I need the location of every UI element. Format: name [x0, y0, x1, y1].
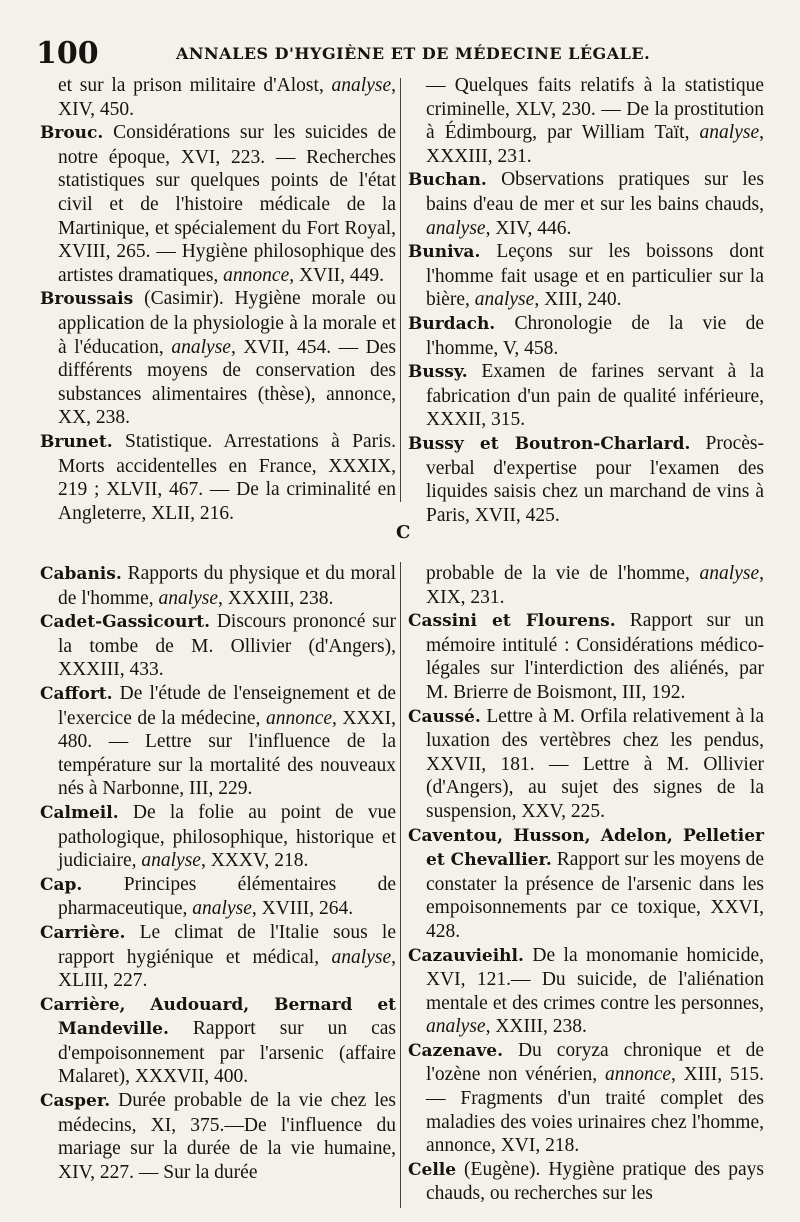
entry-italic: analyse — [474, 289, 535, 311]
entry-text: Leçons sur les boissons dont l'homme fait usage et en particulier sur la bière, — [426, 241, 764, 311]
entry-italic: annonce — [265, 707, 332, 729]
column-bottom-right — [408, 562, 764, 1206]
entry-italic: annonce — [604, 1064, 672, 1086]
entry-text: Du coryza chronique et de l'ozène non vénérien, — [426, 1039, 764, 1086]
entry-text: De la monomanie homicide, XVI, 121.— Du suicide, de l'aliénation mentale et des crimes contre les personnes, — [426, 944, 764, 1014]
column-divider-top — [400, 78, 401, 502]
entry-author: Celle — [408, 1159, 457, 1180]
entry-reference: , XVII, 454. — Des différents moyens de conservation des substances alimentaires (thèse), annonce, XX, 238. — [58, 336, 397, 429]
entry-author: Brouc. — [40, 123, 104, 144]
index-entry — [40, 74, 396, 121]
entry-italic: annonce — [223, 264, 290, 286]
entry-text: (Eugène). Hygiène pratique des pays chauds, ou recherches sur les — [426, 1158, 764, 1205]
index-entry — [40, 801, 396, 873]
entry-author: Cabanis. — [40, 564, 122, 584]
section-letter: C — [396, 522, 411, 543]
index-entry — [408, 562, 764, 609]
entry-reference: , XIV, 446. — [485, 217, 572, 239]
entry-author: Casper. — [40, 1091, 111, 1112]
entry-author: Caussé. — [408, 706, 481, 727]
entry-text: — Quelques faits relatifs à la statistique criminelle, XLV, 230. — De la prostitution à Édimbourg, par William Taït, — [426, 75, 764, 144]
index-entry — [408, 168, 764, 240]
index-entry — [408, 609, 764, 704]
entry-author: Buniva. — [408, 242, 481, 263]
entry-italic: analyse — [426, 217, 486, 239]
entry-text: Chronologie de la vie de l'homme, V, 458. — [426, 312, 764, 359]
index-entry — [408, 944, 764, 1039]
index-entry — [40, 921, 396, 993]
entry-italic: analyse — [192, 898, 252, 920]
index-entry — [40, 430, 396, 525]
entry-reference: , XIII, 515.— Fragments d'un traité complet des maladies des voies urinaires chez l'homme, annonce, XVI, 218. — [426, 1064, 764, 1157]
entry-text: Rapports du physique et du moral de l'homme, — [58, 563, 396, 609]
entry-author: Cassini et Flourens. — [408, 611, 616, 632]
index-entry — [40, 287, 396, 430]
entry-text: probable de la vie de l'homme, — [426, 563, 700, 584]
entry-author: Bussy. — [408, 362, 468, 383]
entry-reference: , XIX, 231. — [426, 563, 764, 608]
index-entry — [408, 1158, 764, 1206]
index-entry — [40, 610, 396, 682]
entry-author: Calmeil. — [40, 802, 119, 823]
index-entry — [408, 240, 764, 312]
index-entry — [408, 1039, 764, 1158]
entry-text: et sur la prison militaire d'Alost, — [58, 75, 332, 96]
index-entry — [408, 360, 764, 432]
index-entry — [408, 824, 764, 944]
entry-text: Observations pratiques sur les bains d'eau de mer et sur les bains chauds, — [426, 169, 764, 215]
entry-reference: , XXXIII, 238. — [218, 587, 334, 609]
index-entry — [408, 705, 764, 824]
entry-italic: analyse — [158, 587, 219, 609]
entry-author: Caffort. — [40, 683, 113, 704]
index-entry — [40, 1089, 396, 1184]
entry-author: Burdach. — [408, 313, 496, 334]
index-entry — [40, 562, 396, 610]
entry-reference: , XXXV, 218. — [200, 850, 309, 872]
entry-text: Durée probable de la vie chez les médecins, XI, 375.—De l'influence du mariage sur la durée de la vie humaine, XIV, 227. — Sur la durée — [58, 1090, 396, 1183]
entry-author: Carrière, Audouard, Bernard et Mandeville. — [40, 994, 396, 1040]
entry-italic: analyse — [426, 1016, 486, 1038]
entry-author: Broussais — [40, 289, 134, 310]
entry-text: Rapport sur les moyens de constater la présence de l'arsenic dans les empoisonnements par ce toxique, XXVI, 428. — [426, 849, 764, 942]
entry-reference: , XVIII, 264. — [251, 898, 354, 920]
running-title: ANNALES D'HYGIÈNE ET DE MÉDECINE LÉGALE. — [176, 44, 651, 63]
entry-author: Cazauvieihl. — [408, 945, 524, 966]
entry-author: Buchan. — [408, 170, 487, 191]
entry-text: Discours prononcé sur la tombe de M. Ollivier (d'Angers), XXXIII, 433. — [58, 611, 396, 681]
column-bottom-left — [40, 562, 396, 1184]
page-header — [36, 34, 766, 74]
entry-reference: , XIV, 450. — [58, 75, 396, 120]
entry-italic: analyse — [171, 336, 231, 358]
column-top-left — [40, 74, 396, 525]
entry-text: Principes élémentaires de pharmaceutique, — [58, 873, 396, 920]
entry-italic: analyse — [331, 946, 392, 968]
index-entry — [40, 993, 396, 1089]
entry-text: Considérations sur les suicides de notre époque, XVI, 223. — Recherches statistiques sur quelques points de l'état civil et de l'histoire médicale de la Martinique, et spécialement du Fort Royal, XVIII, 265. — Hygiène philosophique des artistes dramatiques, — [58, 122, 396, 286]
entry-text: Le climat de l'Italie sous le rapport hygiénique et médical, — [58, 921, 396, 968]
entry-italic: analyse — [141, 850, 201, 872]
index-entry — [408, 74, 764, 168]
page-number: 100 — [36, 36, 99, 71]
entry-reference: , XXIII, 238. — [485, 1016, 587, 1038]
entry-text: Statistique. Arrestations à Paris. Morts accidentelles en France, XXXIX, 219 ; XLVII, 467. — De la criminalité en Angleterre, XLII, 216. — [58, 430, 396, 524]
index-entry — [40, 121, 396, 287]
entry-author: Brunet. — [40, 431, 113, 452]
entry-text: De la folie au point de vue pathologique, philosophique, historique et judiciaire, — [58, 801, 396, 872]
entry-text: Examen de farines servant à la fabrication d'un pain de qualité inférieure, XXXII, 315. — [426, 361, 764, 431]
entry-author: Caventou, Husson, Adelon, Pelletier et Chevallier. — [408, 825, 764, 871]
entry-reference: , XIII, 240. — [534, 289, 622, 311]
index-entry — [40, 682, 396, 801]
entry-text: Lettre à M. Orfila relativement à la luxation des vertèbres chez les pendus, XXVII, 181. — Lettre à M. Ollivier (d'Angers), au sujet des signes de la suspension, XXV, 225. — [426, 705, 764, 822]
column-divider-bottom — [400, 562, 401, 1208]
entry-italic: analyse — [331, 75, 392, 96]
index-entry — [408, 312, 764, 360]
index-entry — [40, 873, 396, 921]
entry-italic: analyse — [699, 563, 760, 584]
entry-italic: analyse — [699, 122, 760, 144]
entry-text: Rapport sur un mémoire intitulé : Considérations médico-légales sur l'interdiction des aliénés, par M. Brierre de Boismont, III, 192. — [426, 610, 765, 703]
index-entry — [408, 432, 764, 527]
entry-text: Rapport sur un cas d'empoisonnement par l'arsenic (affaire Malaret), XXXVII, 400. — [58, 1018, 396, 1088]
entry-text: Procès-verbal d'expertise pour l'examen des liquides saisis chez un marchand de vins à Paris, XVII, 425. — [426, 432, 764, 526]
entry-author: Bussy et Boutron-Charlard. — [408, 433, 691, 454]
column-top-right — [408, 74, 764, 527]
entry-author: Cazenave. — [408, 1040, 504, 1061]
entry-reference: , XVII, 449. — [289, 264, 385, 286]
entry-author: Carrière. — [40, 922, 126, 943]
entry-text: (Casimir). Hygiène morale ou application de la physiologie à la morale et à l'éducation, — [58, 288, 396, 358]
entry-reference: , XXXI, 480. — Lettre sur l'influence de la température sur la mortalité des nouveaux nés à Narbonne, III, 229. — [58, 707, 396, 800]
entry-author: Cadet-Gassicourt. — [40, 612, 211, 633]
entry-reference: , XLIII, 227. — [58, 946, 396, 992]
entry-author: Cap. — [40, 874, 83, 895]
entry-reference: , XXXIII, 231. — [426, 122, 764, 167]
entry-text: De l'étude de l'enseignement et de l'exercice de la médecine, — [58, 682, 396, 729]
